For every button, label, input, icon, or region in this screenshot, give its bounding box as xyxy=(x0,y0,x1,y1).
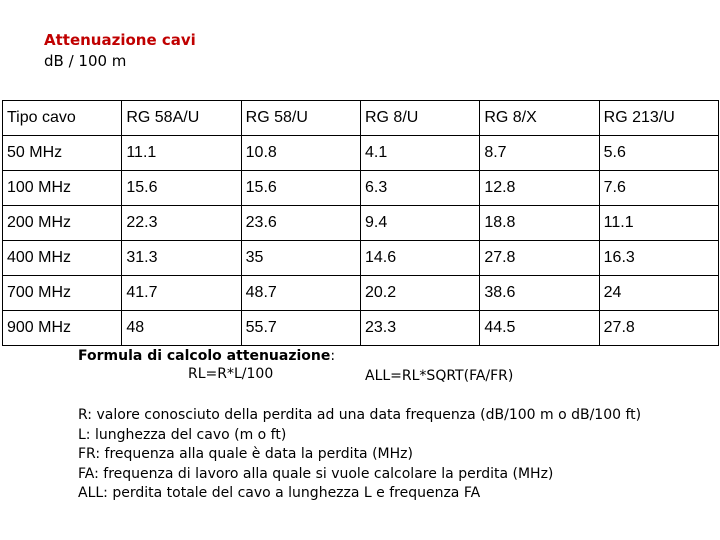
value-cell: 31.3 xyxy=(122,241,241,276)
freq-cell: 700 MHz xyxy=(3,276,122,311)
table-row xyxy=(3,241,719,276)
value-cell: 14.6 xyxy=(360,241,479,276)
page-title: Attenuazione cavi xyxy=(44,31,196,49)
attenuation-table xyxy=(2,100,719,346)
freq-cell: 200 MHz xyxy=(3,206,122,241)
value-cell: 11.1 xyxy=(122,136,241,171)
value-cell: 20.2 xyxy=(360,276,479,311)
value-cell: 4.1 xyxy=(360,136,479,171)
value-cell: 15.6 xyxy=(122,171,241,206)
table-row xyxy=(3,136,719,171)
value-cell: 23.6 xyxy=(241,206,360,241)
value-cell: 15.6 xyxy=(241,171,360,206)
header-cell: RG 58/U xyxy=(241,101,360,136)
value-cell: 24 xyxy=(599,276,718,311)
legend-line: FA: frequenza di lavoro alla quale si vuole calcolare la perdita (MHz) xyxy=(78,465,554,482)
legend-line: ALL: perdita totale del cavo a lunghezza L e frequenza FA xyxy=(78,485,481,501)
table-row xyxy=(3,311,719,346)
freq-cell: 900 MHz xyxy=(3,311,122,346)
table-header-row xyxy=(3,101,719,136)
value-cell: 44.5 xyxy=(480,311,599,346)
value-cell: 5.6 xyxy=(599,136,718,171)
value-cell: 41.7 xyxy=(122,276,241,311)
table-row xyxy=(3,171,719,206)
page-subtitle-unit: dB / 100 m xyxy=(44,52,127,70)
formula-all: ALL=RL*SQRT(FA/FR) xyxy=(365,368,514,384)
table-row xyxy=(3,276,719,311)
legend-line: FR: frequenza alla quale è data la perdita (MHz) xyxy=(78,446,413,462)
freq-cell: 400 MHz xyxy=(3,241,122,276)
legend-line: L: lunghezza del cavo (m o ft) xyxy=(78,426,287,443)
freq-cell: 100 MHz xyxy=(3,171,122,206)
header-cell: RG 8/X xyxy=(480,101,599,136)
formula-label: Formula di calcolo attenuazione xyxy=(78,348,331,364)
value-cell: 9.4 xyxy=(360,206,479,241)
value-cell: 23.3 xyxy=(360,311,479,346)
value-cell: 10.8 xyxy=(241,136,360,171)
formula-legend xyxy=(78,406,641,504)
formula-colon: : xyxy=(330,348,336,364)
value-cell: 35 xyxy=(241,241,360,276)
value-cell: 11.1 xyxy=(599,206,718,241)
freq-cell: 50 MHz xyxy=(3,136,122,171)
legend-line: R: valore conosciuto della perdita ad una data frequenza (dB/100 m o dB/100 ft) xyxy=(78,407,642,423)
value-cell: 7.6 xyxy=(599,171,718,206)
title-block xyxy=(44,30,196,72)
formula-heading xyxy=(78,347,335,366)
value-cell: 8.7 xyxy=(480,136,599,171)
formula-rl: RL=R*L/100 xyxy=(188,366,274,382)
header-cell: RG 58A/U xyxy=(122,101,241,136)
value-cell: 48 xyxy=(122,311,241,346)
value-cell: 48.7 xyxy=(241,276,360,311)
value-cell: 27.8 xyxy=(480,241,599,276)
header-cell: RG 8/U xyxy=(360,101,479,136)
table-row xyxy=(3,206,719,241)
value-cell: 22.3 xyxy=(122,206,241,241)
value-cell: 18.8 xyxy=(480,206,599,241)
value-cell: 6.3 xyxy=(360,171,479,206)
header-cell: RG 213/U xyxy=(599,101,718,136)
value-cell: 16.3 xyxy=(599,241,718,276)
header-cell: Tipo cavo xyxy=(3,101,122,136)
value-cell: 55.7 xyxy=(241,311,360,346)
value-cell: 27.8 xyxy=(599,311,718,346)
value-cell: 38.6 xyxy=(480,276,599,311)
value-cell: 12.8 xyxy=(480,171,599,206)
